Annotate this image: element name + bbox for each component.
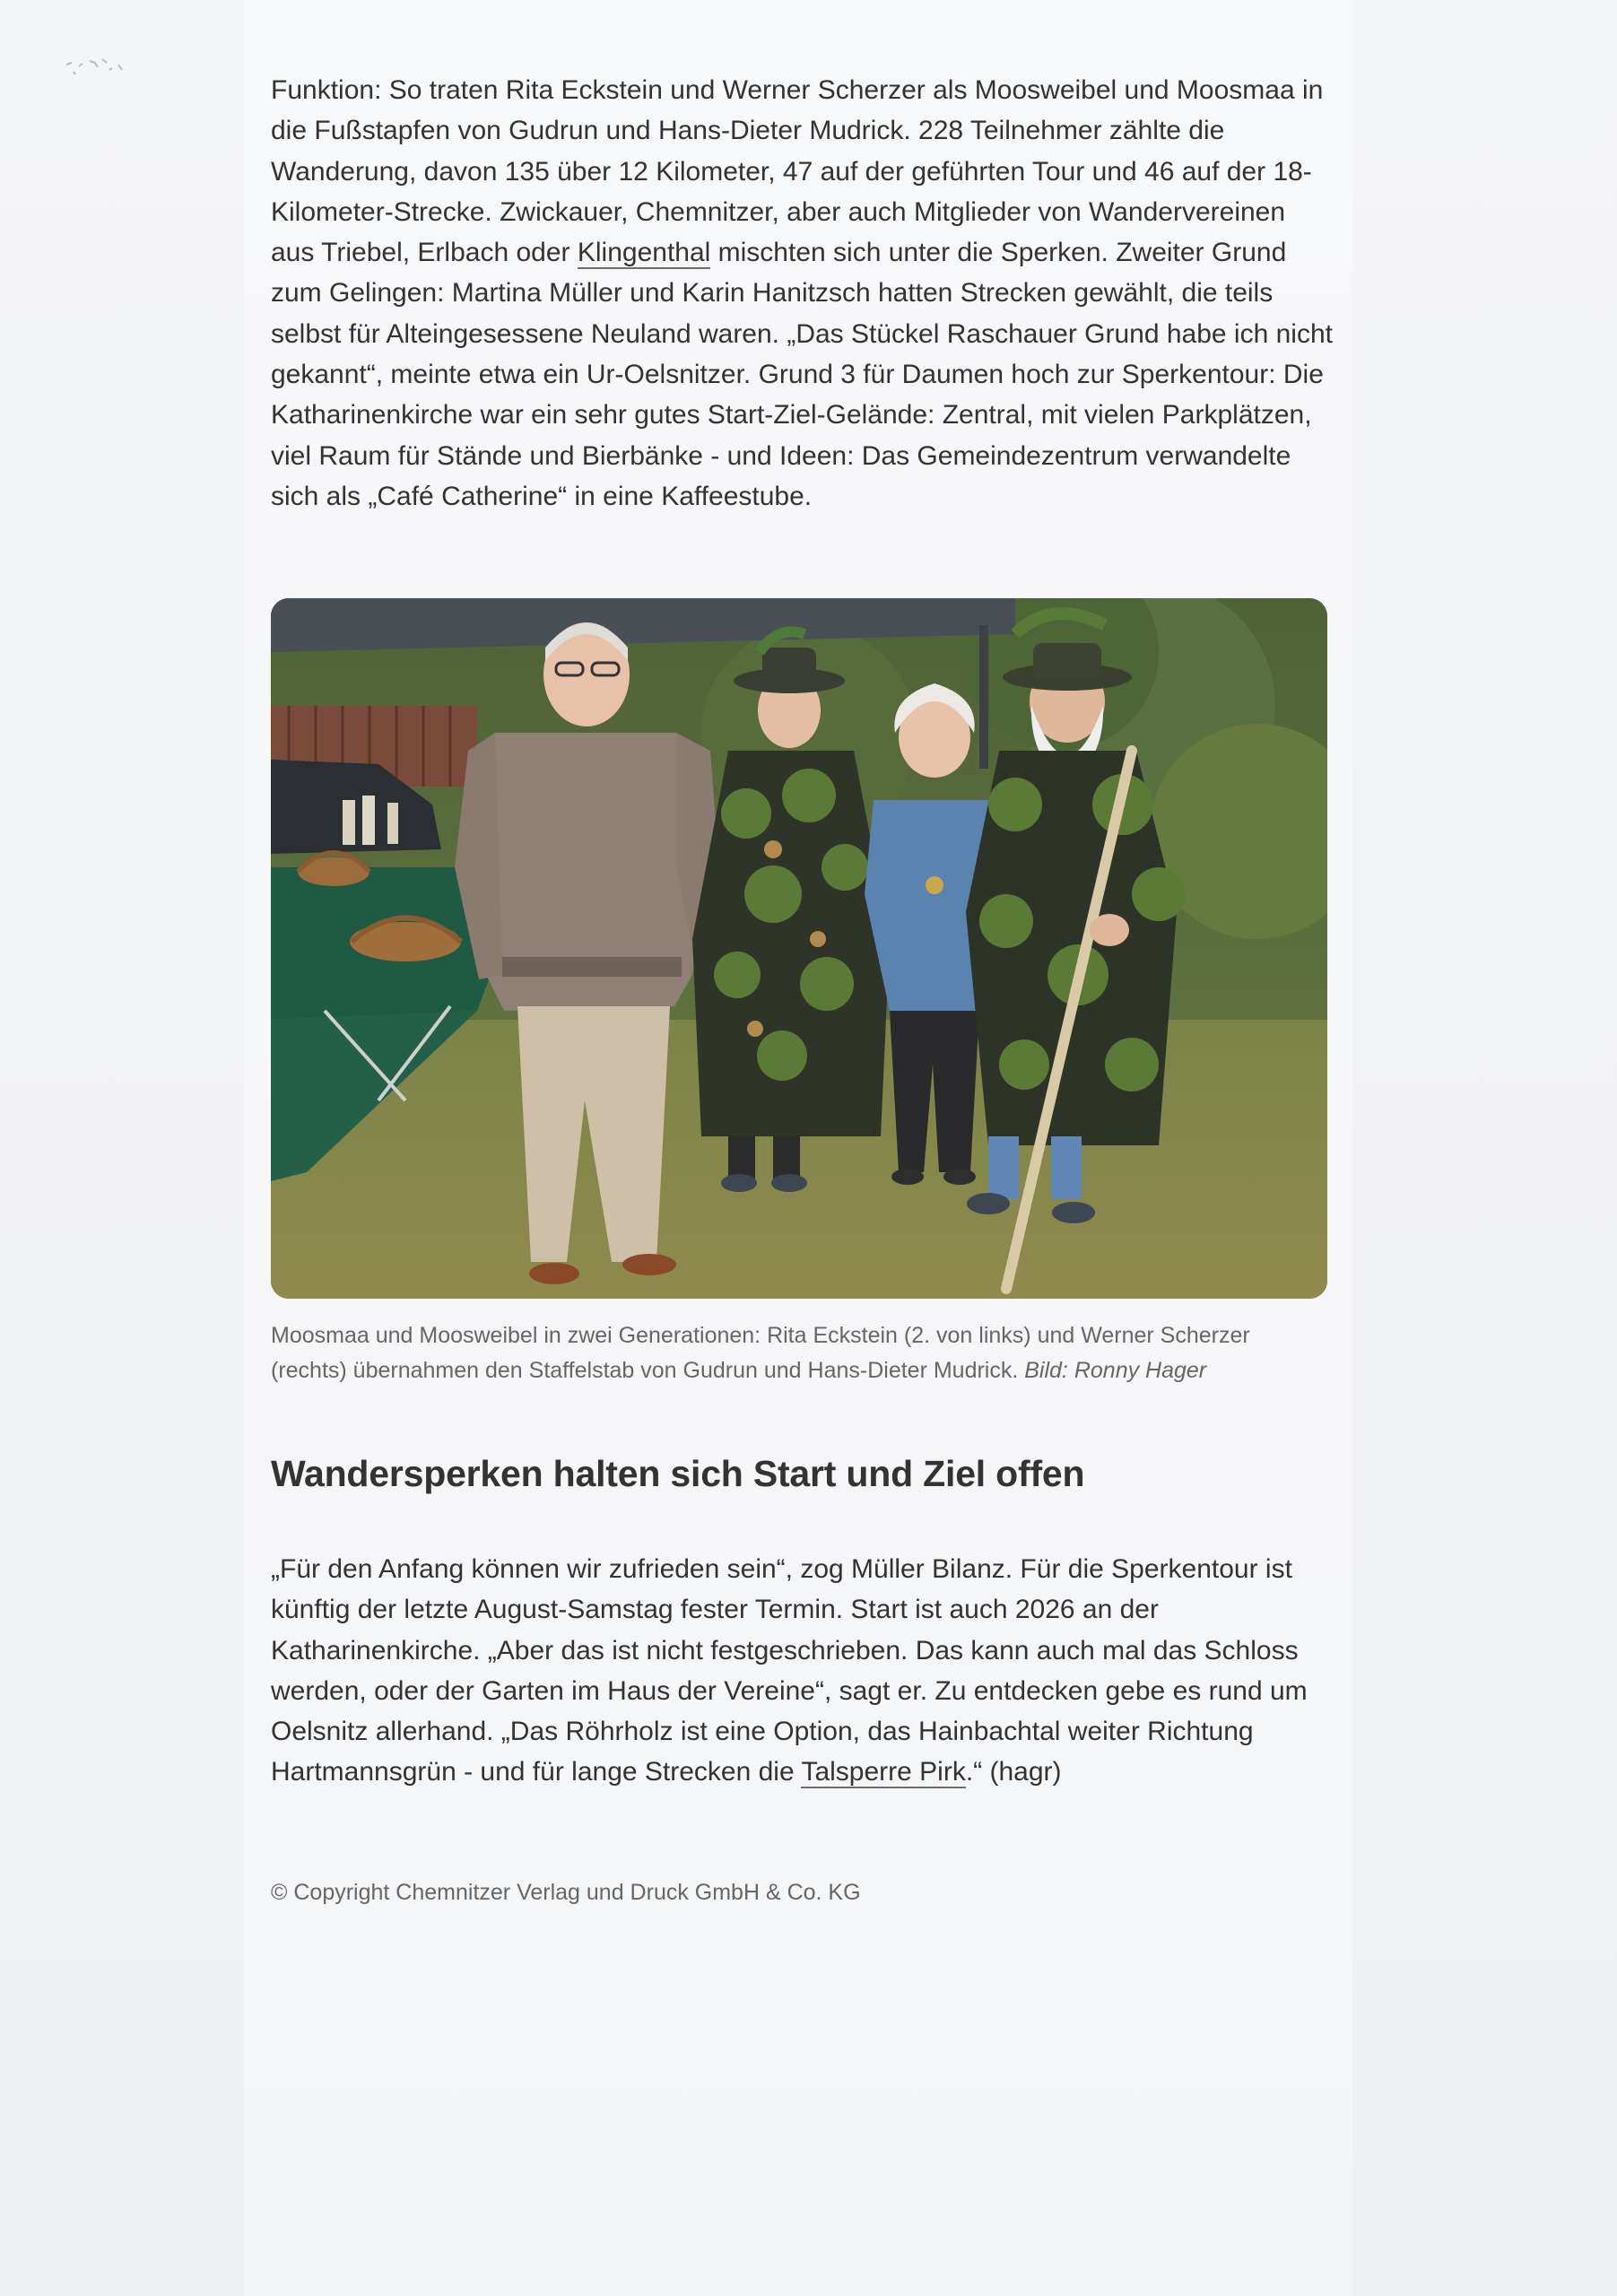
paragraph-1 xyxy=(271,70,1334,517)
section-heading: Wandersperken halten sich Start und Ziel offen xyxy=(271,1453,1085,1494)
article-photo xyxy=(271,598,1327,1299)
paragraph-2 xyxy=(271,1549,1334,1793)
paragraph-2-text-a: „Für den Anfang können wir zufrieden sein“, zog Müller Bilanz. Für die Sperkentour ist künftig der letzte August-Samstag fester Termin. Start ist auch 2026 an der Katharinenkirche. „Aber das ist nicht festgeschrieben. Das kann auch mal das Schloss werden, oder der Garten im Haus der Vereine“, sagt er. Zu entdecken gebe es rund um Oelsnitz allerhand. „Das Röhrholz ist eine Option, das Hainbachtal weiter Richtung Hartmannsgrün - und für lange Strecken die xyxy=(271,1554,1308,1787)
copyright-notice: © Copyright Chemnitzer Verlag und Druck GmbH & Co. KG xyxy=(271,1880,861,1905)
link-talsperre-pirk[interactable]: Talsperre Pirk xyxy=(801,1757,966,1787)
photo-caption xyxy=(271,1318,1329,1387)
scan-speck-mark xyxy=(63,52,179,88)
paragraph-2-text-b: .“ (hagr) xyxy=(965,1757,1062,1787)
photo-caption-text: Moosmaa und Moosweibel in zwei Generationen: Rita Eckstein (2. von links) und Werner Scherzer (rechts) übernahmen den Staffelstab von Gudrun und Hans-Dieter Mudrick. xyxy=(271,1323,1250,1383)
article-body-top xyxy=(271,70,1334,517)
photo-credit: Bild: Ronny Hager xyxy=(1024,1357,1207,1383)
paragraph-1-text-b: mischten sich unter die Sperken. Zweiter Grund zum Gelingen: Martina Müller und Karin Hanitzsch hatten Strecken gewählt, die teils selbst für Alteingesessene Neuland waren. „Das Stückel Raschauer Grund habe ich nicht gekannt“, meinte etwa ein Ur-Oelsnitzer. Grund 3 für Daumen hoch zur Sperkentour: Die Katharinenkirche war ein sehr gutes Start-Ziel-Gelände: Zentral, mit vielen Parkplätzen, viel Raum für Stände und Bierbänke - und Ideen: Das Gemeindezentrum verwandelte sich als „Café Catherine“ in eine Kaffeestube. xyxy=(271,238,1333,511)
paragraph-1-text-a: Funktion: So traten Rita Eckstein und Werner Scherzer als Moosweibel und Moosmaa in die Fußstapfen von Gudrun und Hans-Dieter Mudrick. 228 Teilnehmer zählte die Wanderung, davon 135 über 12 Kilometer, 47 auf der geführten Tour und 46 auf der 18-Kilometer-Strecke. Zwickauer, Chemnitzer, aber auch Mitglieder von Wandervereinen aus Triebel, Erlbach oder xyxy=(271,75,1324,268)
article-body-bottom xyxy=(271,1549,1334,1793)
link-klingenthal[interactable]: Klingenthal xyxy=(577,238,711,268)
